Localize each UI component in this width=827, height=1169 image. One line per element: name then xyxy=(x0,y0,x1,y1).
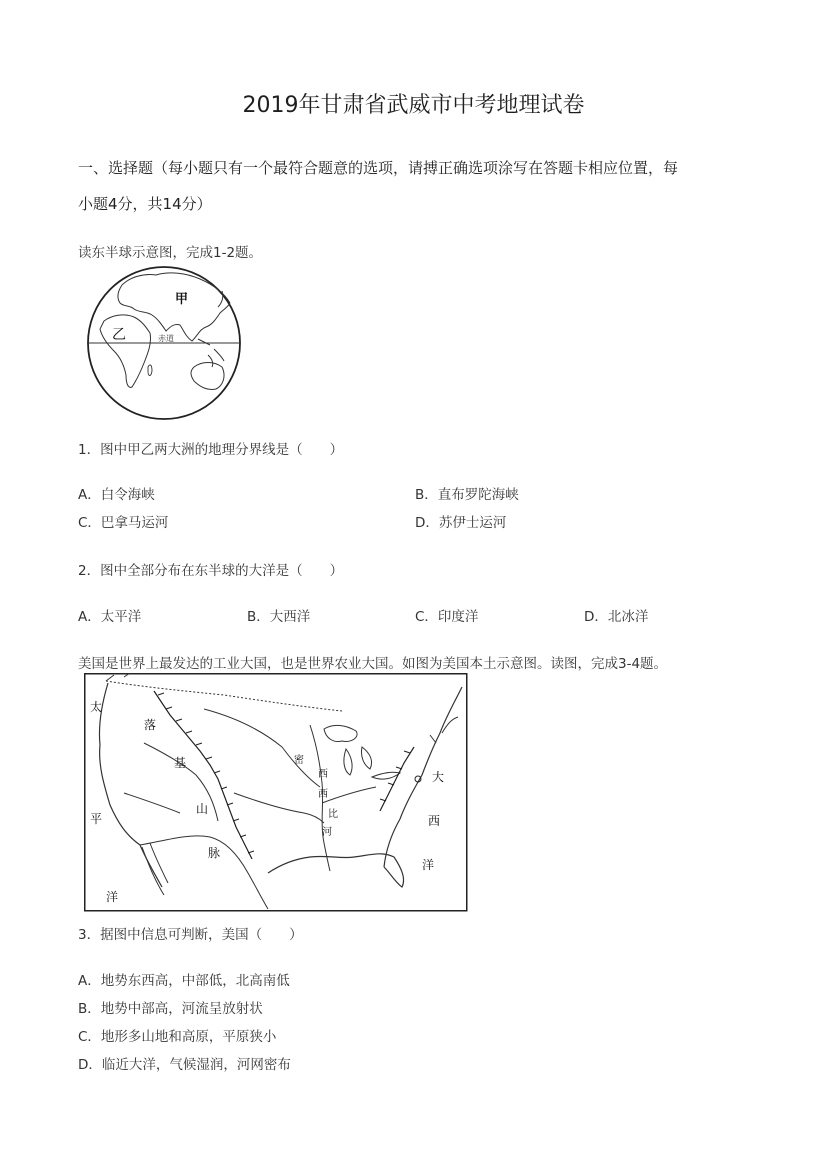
intro-hemisphere: 读东半球示意图，完成1-2题。 xyxy=(78,245,263,261)
label-rocky-4: 脉 xyxy=(208,846,221,860)
section-heading-line1: 一、选择题（每小题只有一个最符合题意的选项，请搏正确选项涂写在答题卡相应位置，每 xyxy=(78,159,679,177)
question-2-option-a[interactable]: A．太平洋 xyxy=(78,609,142,625)
label-atlantic-3: 洋 xyxy=(422,858,435,872)
question-1-option-a[interactable]: A．白令海峡 xyxy=(78,487,155,503)
label-mississippi-2: 西 xyxy=(318,789,328,800)
usa-map xyxy=(84,673,469,913)
question-3-option-a[interactable]: A．地势东西高，中部低，北高南低 xyxy=(78,973,290,989)
intro-usa: 美国是世界上最发达的工业大国，也是世界农业大国。如图为美国本土示意图。读图，完成3-4题。 xyxy=(78,656,668,672)
question-3-option-c[interactable]: C．地形多山地和高原，平原狭小 xyxy=(78,1029,277,1045)
question-2-option-d[interactable]: D．北冰洋 xyxy=(584,609,649,625)
label-rocky-1: 落 xyxy=(144,718,157,732)
label-pacific-2: 平 xyxy=(90,812,103,826)
label-mississippi-4: 河 xyxy=(322,827,332,838)
usa-map-frame xyxy=(85,674,467,911)
eastern-hemisphere-map xyxy=(82,263,247,423)
page-title: 2019年甘肃省武威市中考地理试卷 xyxy=(242,93,585,118)
label-jia: 甲 xyxy=(175,292,189,307)
question-2-option-c[interactable]: C．印度洋 xyxy=(415,609,479,625)
label-mississippi-1: 西 xyxy=(318,769,328,780)
question-3-stem: 3．据图中信息可判断，美国（ ） xyxy=(78,927,303,943)
label-yi: 乙 xyxy=(112,327,126,343)
label-mi: 密 xyxy=(294,755,304,766)
label-pacific-3: 洋 xyxy=(106,890,119,904)
question-3-option-d[interactable]: D．临近大洋，气候湿润，河网密布 xyxy=(78,1057,291,1073)
label-atlantic-1: 大 xyxy=(432,770,445,784)
question-1-option-d[interactable]: D．苏伊士运河 xyxy=(415,515,507,531)
question-2-option-b[interactable]: B．大西洋 xyxy=(247,609,311,625)
label-rocky-2: 基 xyxy=(174,756,187,770)
question-1-option-c[interactable]: C．巴拿马运河 xyxy=(78,515,169,531)
section-heading-line2: 小题4分，共14分） xyxy=(78,195,212,213)
label-atlantic-2: 西 xyxy=(428,814,441,828)
question-1-stem: 1．图中甲乙两大洲的地理分界线是（ ） xyxy=(78,442,344,458)
question-1-option-b[interactable]: B．直布罗陀海峡 xyxy=(415,487,519,503)
label-equator: 赤道 xyxy=(158,334,174,343)
label-mississippi-3: 比 xyxy=(328,809,338,820)
question-2-stem: 2．图中全部分布在东半球的大洋是（ ） xyxy=(78,563,344,579)
label-rocky-3: 山 xyxy=(196,802,209,816)
question-3-option-b[interactable]: B．地势中部高，河流呈放射状 xyxy=(78,1001,263,1017)
label-pacific-1: 太 xyxy=(90,700,103,714)
